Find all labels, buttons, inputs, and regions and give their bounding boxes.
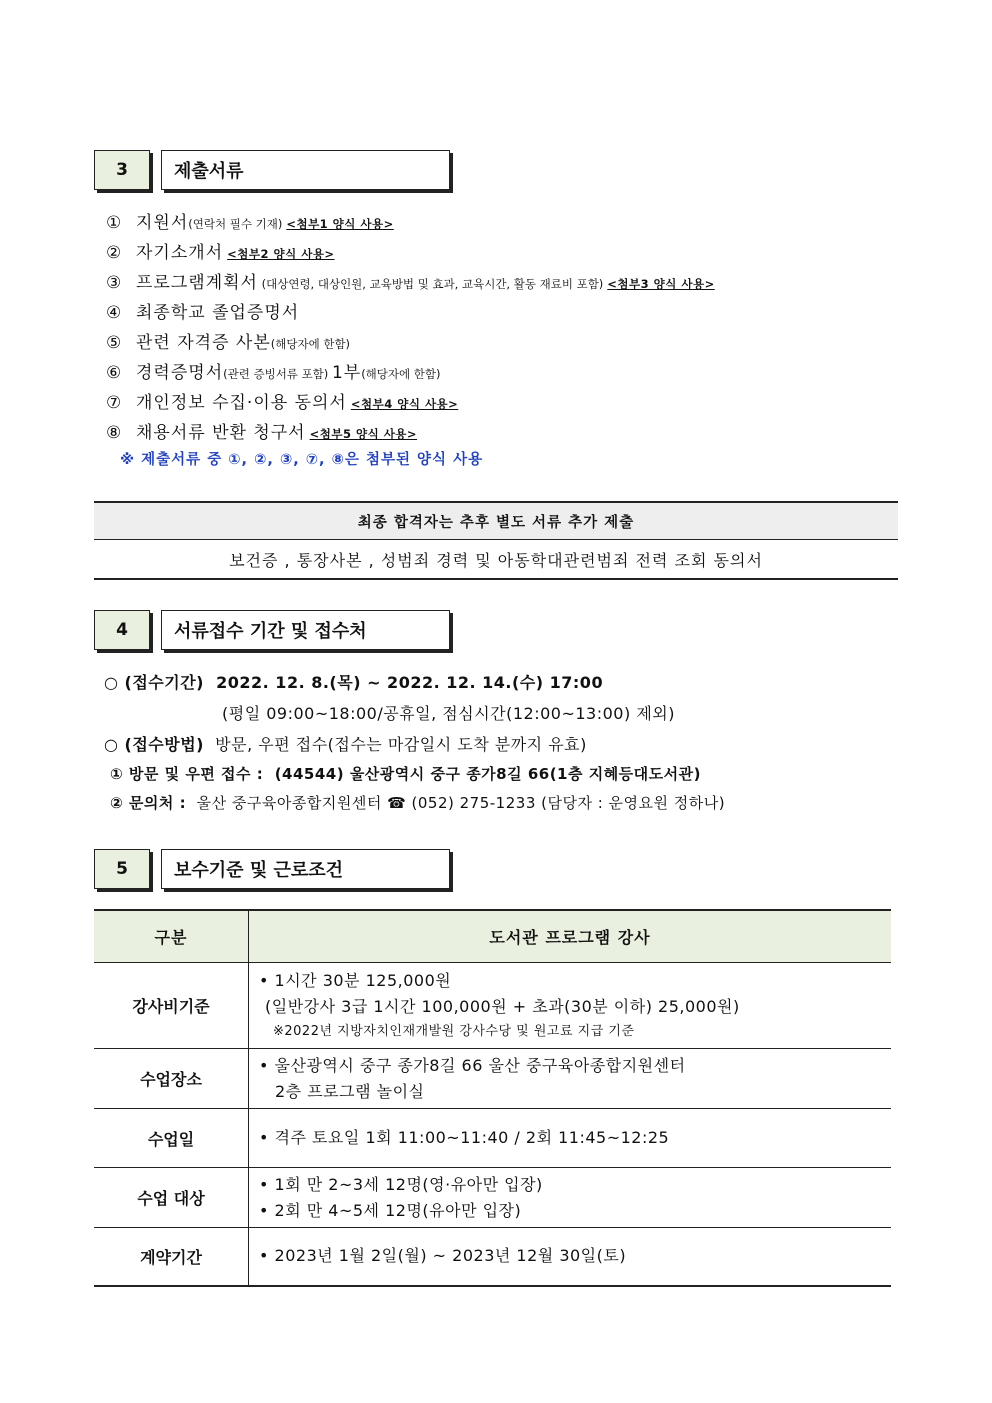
address-line: ① 방문 및 우편 접수 : (44544) 울산광역시 중구 종가8길 66(1층 지혜등대도서관) [110,765,701,783]
attachment-form-note: <첨부5 양식 사용> [309,427,418,441]
row-content: • 2023년 1월 2일(월) ~ 2023년 12월 30일(토) [249,1228,892,1286]
section-number: 3 [94,150,150,190]
section-number: 4 [94,610,150,650]
section-number: 5 [94,849,150,889]
period-line: ○ (접수기간) 2022. 12. 8.(목) ~ 2022. 12. 14.(수) 17:00 [104,673,604,692]
list-item: ⑦ 개인정보 수집·이용 동의서 <첨부4 양식 사용> [106,393,459,413]
row-label: 수업 대상 [94,1168,249,1228]
attachment-form-note: <첨부1 양식 사용> [286,217,394,231]
row-content: • 1회 만 2~3세 12명(영·유아만 입장) • 2회 만 4~5세 12명(유아만 입장) [249,1168,892,1228]
attachment-form-note: <첨부2 양식 사용> [227,247,335,261]
required-documents-list [106,208,926,448]
attachment-form-note: <첨부3 양식 사용> [607,277,715,291]
table-row [94,1228,891,1286]
documents-note: ※ 제출서류 중 ①, ②, ③, ⑦, ⑧은 첨부된 양식 사용 [120,452,484,468]
list-item: ② 자기소개서 <첨부2 양식 사용> [106,243,335,263]
contact-line: ② 문의처 : 울산 중구육아종합지원센터 ☎ (052) 275-1233 (담당자 : 운영요원 정하나) [110,794,726,812]
table-row [94,1049,891,1109]
section-title: 서류접수 기간 및 접수처 [161,610,450,650]
row-label: 수업장소 [94,1049,249,1109]
table-row [94,1109,891,1168]
method-line: ○ (접수방법) 방문, 우편 접수(접수는 마감일시 도착 분까지 유효) [104,735,587,754]
final-submission-body: 보건증 , 통장사본 , 성범죄 경력 및 아동학대관련범죄 전력 조회 동의서 [94,540,898,580]
table-row [94,963,891,1049]
final-submission-box [94,501,898,579]
list-item: ⑥ 경력증명서(관련 증빙서류 포함) 1부(해당자에 한함) [106,363,441,383]
row-label: 계약기간 [94,1228,249,1286]
table-header-cell: 도서관 프로그램 강사 [249,910,892,963]
row-label: 강사비기준 [94,963,249,1049]
list-item: ③ 프로그램계획서 (대상연령, 대상인원, 교육방법 및 효과, 교육시간, 활동 재료비 포함) <첨부3 양식 사용> [106,273,715,293]
final-submission-header: 최종 합격자는 추후 별도 서류 추가 제출 [94,501,898,540]
period-subline: (평일 09:00~18:00/공휴일, 점심시간(12:00~13:00) 제외) [222,704,675,723]
list-item: ① 지원서(연락처 필수 기재) <첨부1 양식 사용> [106,213,394,233]
section-title: 제출서류 [161,150,450,190]
table-header-cell: 구분 [94,910,249,963]
row-label: 수업일 [94,1109,249,1168]
row-content: • 격주 토요일 1회 11:00~11:40 / 2회 11:45~12:25 [249,1109,892,1168]
list-item: ⑧ 채용서류 반환 청구서 <첨부5 양식 사용> [106,423,418,443]
section-title: 보수기준 및 근로조건 [161,849,450,889]
table-header-row [94,910,891,963]
list-item: ④ 최종학교 졸업증명서 [106,303,300,323]
working-conditions-table [94,909,891,1287]
row-content: • 울산광역시 중구 종가8길 66 울산 중구육아종합지원센터 2층 프로그램 놀이실 [249,1049,892,1109]
attachment-form-note: <첨부4 양식 사용> [350,397,459,411]
list-item: ⑤ 관련 자격증 사본(해당자에 한함) [106,333,351,353]
row-content: • 1시간 30분 125,000원 (일반강사 3급 1시간 100,000원 + 초과(30분 이하) 25,000원) ※2022년 지방자치인재개발원 강사수당 및 원고료 지급 기준 [249,963,892,1049]
table-row [94,1168,891,1228]
